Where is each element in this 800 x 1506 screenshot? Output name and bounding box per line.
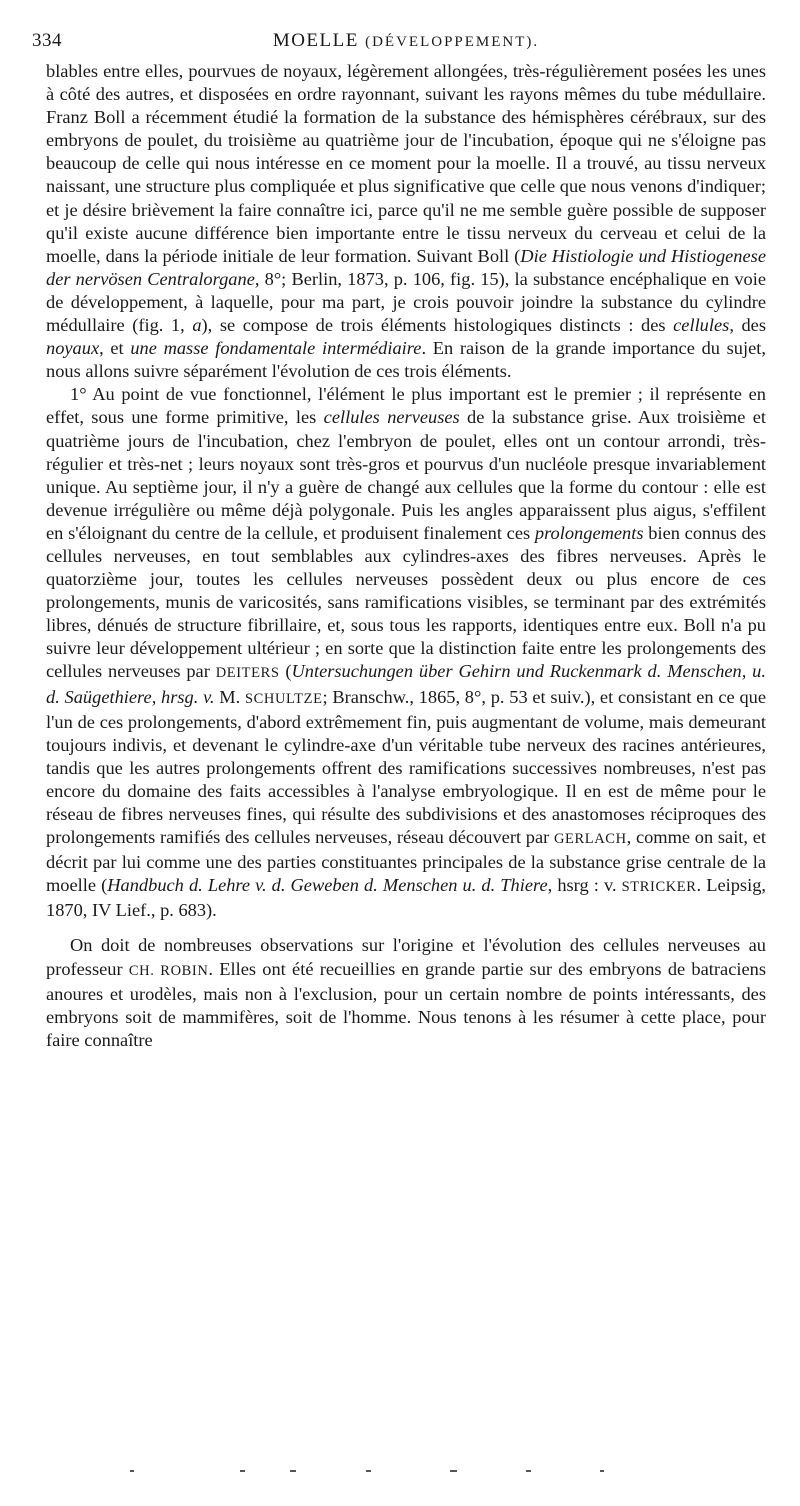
paragraph-p1 — [46, 60, 766, 383]
text-run: ( — [279, 661, 292, 682]
italic-run: cellules nerveuses — [323, 407, 460, 428]
italic-run: cellules — [673, 315, 730, 336]
text-run: , des — [729, 315, 767, 336]
text-run: ; Branschw., 1865, 8°, p. 53 et suiv.), et consistant en ce que l'un de ces prolongements, d'abord extrêmement fin, puis augmentant de volume, mais demeurant toujours indivis, et devenant le cylindre-axe d'un véritable tube nerveux des racines antérieures, tandis que les autres prolongements offrent des ramifications successives nombreuses, n'est pas encore du domaine des faits accessibles à l'analyse embryologique. Il en est de même pour le réseau de fibres nerveuses fines, qui résulte des subdivisions et des anastomoses réciproques des prolongements ramifiés des cellules nerveuses, réseau découvert par — [46, 686, 766, 848]
paragraph-p3 — [46, 934, 766, 1051]
small-caps-name: DEITERS — [215, 665, 280, 682]
text-run: blables entre elles, pourvues de noyaux, légèrement allongées, très-régulièrement posées les unes à côté des autres, et disposées en ordre rayonnant, suivant les rayons mêmes du tube médullaire. Franz Boll a récemment étudié la formation de la substance des hémisphères cérébraux, sur des embryons de poulet, du troisième au quatrième jour de l'incubation, époque qui ne s'éloigne pas beaucoup de celle qui nous intéresse en ce moment pour la moelle. Il a trouvé, au tissu nerveux naissant, une structure plus compliquée et plus significative que celle que nous venons d'indiquer; et je désire brièvement la faire connaître ici, parce qu'il ne me semble guère possible de supposer qu'il existe aucune différence bien importante entre le tissu nerveux du cerveau et celui de la moelle, dans la période initiale de leur formation. Suivant Boll ( — [46, 61, 766, 266]
page-bottom-specks — [40, 1466, 740, 1474]
italic-run: Untersuchungen über Gehirn und Ruckenmark d. Menschen, u. d. Saügethiere, hrsg. v. — [46, 661, 766, 707]
running-title — [46, 26, 766, 57]
italic-run: Handbuch d. Lehre v. d. Geweben d. Menschen u. d. Thiere — [107, 875, 548, 896]
text-run: On doit de nombreuses observations sur l'origine et l'évolution des cellules nerveuses au professeur — [46, 935, 766, 979]
body-text — [46, 60, 766, 1052]
small-caps-name: GERLACH — [553, 831, 627, 848]
speck-mark — [130, 1470, 134, 1472]
small-caps-name: CH. ROBIN — [128, 962, 209, 979]
speck-mark — [366, 1470, 371, 1472]
text-run: 1° Au point de vue fonctionnel, l'élément le plus important est le premier ; il représente en effet, sous une forme primitive, les — [46, 384, 766, 428]
running-title-main: MOELLE — [272, 30, 359, 51]
paragraph-p2 — [46, 383, 766, 922]
book-page — [32, 26, 767, 1052]
text-run: , 8°; Berlin, 1873, p. 106, fig. 15), la substance encéphalique en voie de développement, à laquelle, pour ma part, je crois pouvoir joindre la substance du cylindre médullaire (fig. 1, — [46, 268, 766, 336]
running-head — [32, 26, 766, 60]
page-number: 334 — [32, 30, 62, 51]
speck-mark — [526, 1470, 531, 1472]
small-caps-name: STRICKER — [621, 879, 697, 896]
text-run: bien connus des cellules nerveuses, en tout semblables aux cylindres-axes des fibres nerveuses. Après le quatorzième jour, toutes les cellules nerveuses possèdent deux ou plus encore de ces prolongements, munis de varicosités, sans ramifications visibles, se terminant par des extrémités libres, dénués de structure fibrillaire, et, sous tous les rapports, identiques entre eux. Boll n'a pu suivre leur développement ultérieur ; en sorte que la distinction faite entre les prolongements des cellules nerveuses par — [46, 522, 767, 682]
text-run: ), se compose de trois éléments histologiques distincts : des — [201, 315, 674, 336]
text-run: , comme on sait, et décrit par lui comme une des parties constituantes principales de la substance grise centrale de la moelle ( — [46, 827, 766, 896]
text-run: . Leipsig, 1870, IV Lief., p. 683). — [46, 875, 766, 921]
small-caps-name: SCHULTZE — [244, 690, 323, 707]
speck-mark — [450, 1470, 457, 1472]
text-run: . En raison de la grande importance du sujet, nous allons suivre séparément l'évolution de ces trois éléments. — [46, 338, 766, 382]
italic-run: prolongements — [534, 522, 644, 543]
text-run: M. — [214, 686, 245, 707]
speck-mark — [290, 1470, 296, 1472]
italic-run: Die Histiologie und Histiogenese der nervösen Centralorgane — [46, 245, 766, 289]
speck-mark — [240, 1470, 245, 1472]
text-run: . Elles ont été recueillies en grande partie sur des embryons de batraciens anoures et urodèles, mais non à l'exclusion, pour un certain nombre de points intéressants, des embryons soit de mammifères, soit de l'homme. Nous tenons à les résumer à cette place, pour faire connaître — [46, 958, 766, 1050]
italic-run: a — [192, 315, 202, 336]
italic-run: noyaux — [46, 338, 100, 359]
text-run: de la substance grise. Aux troisième et quatrième jours de l'incubation, chez l'embryon de poulet, elles ont un contour arrondi, très-régulier et très-net ; leurs noyaux sont très-gros et pourvus d'un nucléole presque invariablement unique. Au septième jour, il n'y a guère de changé aux cellules que la forme du contour : elle est devenue irrégulière ou même déjà polygonale. Puis les angles apparaissent plus aigus, s'effilent en s'éloignant du centre de la cellule, et produisent finalement ces — [46, 407, 766, 543]
running-title-sub: (DÉVELOPPEMENT). — [365, 34, 540, 50]
text-run: , et — [99, 338, 131, 359]
speck-mark — [600, 1470, 604, 1472]
text-run: , hsrg : v. — [547, 875, 622, 896]
italic-run: une masse fondamentale intermédiaire — [130, 338, 422, 359]
